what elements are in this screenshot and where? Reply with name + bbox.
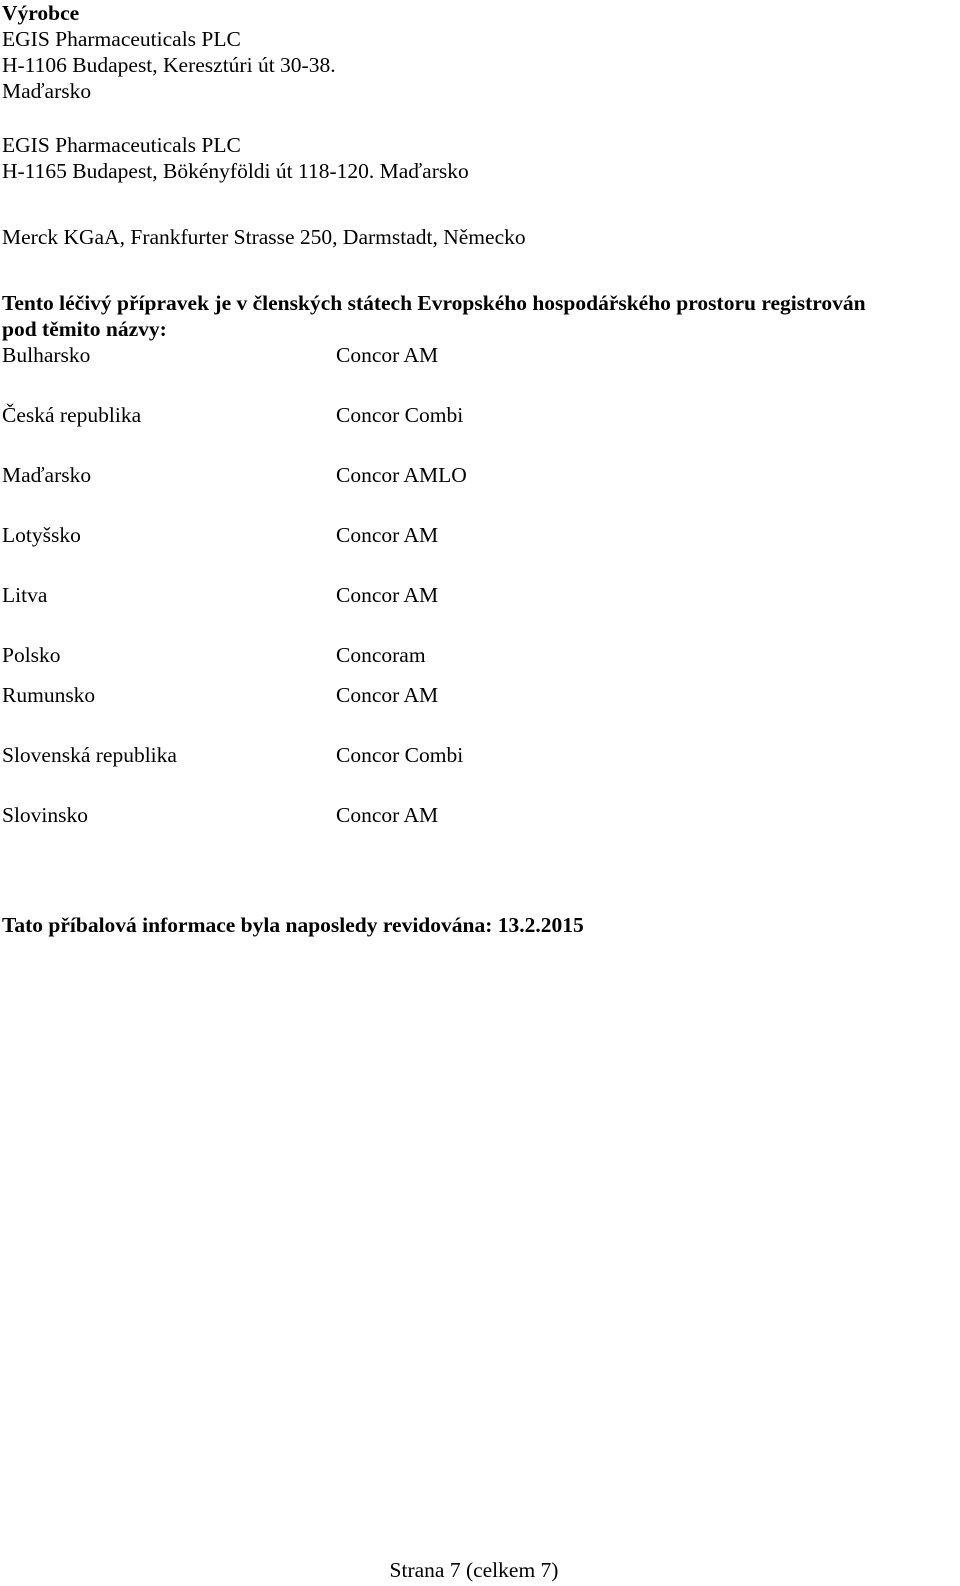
country-name: Polsko bbox=[2, 643, 61, 667]
registration-intro-line2: pod těmito názvy: bbox=[2, 317, 167, 341]
product-name: Concor AM bbox=[336, 523, 439, 547]
manufacturer-site2-address: H-1165 Budapest, Bökényföldi út 118-120. Maďarsko bbox=[2, 159, 469, 183]
country-name: Maďarsko bbox=[2, 463, 92, 487]
product-name: Concor AM bbox=[336, 683, 439, 707]
country-name: Slovinsko bbox=[2, 803, 89, 827]
country-name: Rumunsko bbox=[2, 683, 96, 707]
product-name: Concor AM bbox=[336, 803, 439, 827]
product-name: Concor Combi bbox=[336, 743, 464, 767]
manufacturer-site1-address: H-1106 Budapest, Keresztúri út 30-38. bbox=[2, 53, 336, 77]
page-number-footer: Strana 7 (celkem 7) bbox=[389, 1558, 559, 1582]
country-name: Česká republika bbox=[2, 403, 142, 427]
country-name: Slovenská republika bbox=[2, 743, 177, 767]
manufacturer-heading: Výrobce bbox=[2, 1, 80, 25]
registration-intro-line1: Tento léčivý přípravek je v členských státech Evropského hospodářského prostoru registrován bbox=[2, 291, 866, 315]
product-name: Concor AM bbox=[336, 343, 439, 367]
product-name: Concor AMLO bbox=[336, 463, 467, 487]
revision-date: Tato příbalová informace byla naposledy revidována: 13.2.2015 bbox=[2, 913, 584, 937]
product-name: Concoram bbox=[336, 643, 426, 667]
manufacturer-site2-name: EGIS Pharmaceuticals PLC bbox=[2, 133, 241, 157]
country-name: Litva bbox=[2, 583, 48, 607]
product-name: Concor Combi bbox=[336, 403, 464, 427]
manufacturer-site1-country: Maďarsko bbox=[2, 79, 92, 103]
manufacturer-site3-address: Merck KGaA, Frankfurter Strasse 250, Darmstadt, Německo bbox=[2, 225, 526, 249]
country-name: Bulharsko bbox=[2, 343, 91, 367]
country-name: Lotyšsko bbox=[2, 523, 81, 547]
product-name: Concor AM bbox=[336, 583, 439, 607]
manufacturer-site1-name: EGIS Pharmaceuticals PLC bbox=[2, 27, 241, 51]
